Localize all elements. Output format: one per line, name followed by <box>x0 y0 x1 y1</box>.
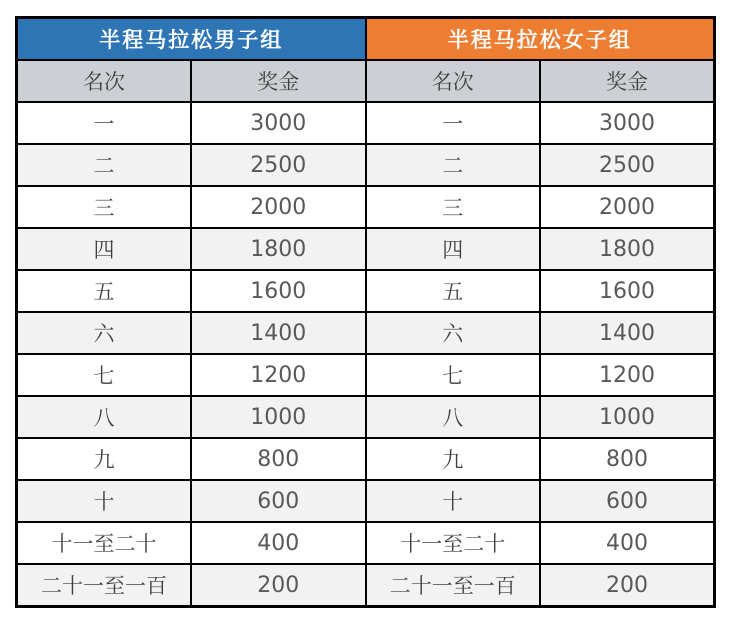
rank-cell: 十 <box>17 480 192 522</box>
prize-cell: 1400 <box>191 312 366 354</box>
prize-cell: 200 <box>540 564 715 607</box>
prize-cell: 1600 <box>540 270 715 312</box>
rank-cell: 九 <box>17 438 192 480</box>
prize-cell: 400 <box>191 522 366 564</box>
rank-cell: 二十一至一百 <box>366 564 541 607</box>
rank-cell: 四 <box>17 228 192 270</box>
table-row <box>17 438 715 480</box>
table-body <box>17 102 715 607</box>
rank-cell: 四 <box>366 228 541 270</box>
rank-cell: 二 <box>366 144 541 186</box>
rank-cell: 六 <box>366 312 541 354</box>
rank-cell: 八 <box>17 396 192 438</box>
prize-cell: 800 <box>191 438 366 480</box>
table-row <box>17 312 715 354</box>
prize-cell: 1000 <box>540 396 715 438</box>
rank-cell: 六 <box>17 312 192 354</box>
women-group-header: 半程马拉松女子组 <box>366 18 715 61</box>
rank-cell: 七 <box>17 354 192 396</box>
prize-cell: 600 <box>191 480 366 522</box>
prize-cell: 3000 <box>191 102 366 144</box>
rank-cell: 十一至二十 <box>366 522 541 564</box>
table-row <box>17 396 715 438</box>
rank-cell: 十 <box>366 480 541 522</box>
prize-cell: 1800 <box>540 228 715 270</box>
rank-cell: 五 <box>17 270 192 312</box>
men-rank-column-header: 名次 <box>17 60 192 102</box>
table-row <box>17 480 715 522</box>
table-row <box>17 186 715 228</box>
rank-cell: 三 <box>366 186 541 228</box>
rank-cell: 五 <box>366 270 541 312</box>
rank-cell: 二 <box>17 144 192 186</box>
prize-cell: 2500 <box>540 144 715 186</box>
rank-cell: 八 <box>366 396 541 438</box>
table-row <box>17 144 715 186</box>
prize-cell: 1600 <box>191 270 366 312</box>
prize-cell: 2500 <box>191 144 366 186</box>
rank-cell: 七 <box>366 354 541 396</box>
column-header-row <box>17 60 715 102</box>
prize-cell: 2000 <box>540 186 715 228</box>
prize-cell: 1400 <box>540 312 715 354</box>
prize-cell: 800 <box>540 438 715 480</box>
rank-cell: 一 <box>366 102 541 144</box>
group-header-row <box>17 18 715 61</box>
table-row <box>17 270 715 312</box>
rank-cell: 一 <box>17 102 192 144</box>
women-prize-column-header: 奖金 <box>540 60 715 102</box>
prize-cell: 1200 <box>540 354 715 396</box>
men-prize-column-header: 奖金 <box>191 60 366 102</box>
table-row <box>17 354 715 396</box>
prize-cell: 3000 <box>540 102 715 144</box>
rank-cell: 十一至二十 <box>17 522 192 564</box>
prize-cell: 200 <box>191 564 366 607</box>
table-row <box>17 522 715 564</box>
table-row <box>17 102 715 144</box>
prize-cell: 1200 <box>191 354 366 396</box>
prize-table <box>15 16 716 608</box>
prize-cell: 2000 <box>191 186 366 228</box>
table-row <box>17 228 715 270</box>
prize-cell: 400 <box>540 522 715 564</box>
prize-cell: 600 <box>540 480 715 522</box>
rank-cell: 二十一至一百 <box>17 564 192 607</box>
rank-cell: 九 <box>366 438 541 480</box>
table-row <box>17 564 715 607</box>
men-group-header: 半程马拉松男子组 <box>17 18 366 61</box>
prize-cell: 1800 <box>191 228 366 270</box>
women-rank-column-header: 名次 <box>366 60 541 102</box>
prize-cell: 1000 <box>191 396 366 438</box>
rank-cell: 三 <box>17 186 192 228</box>
